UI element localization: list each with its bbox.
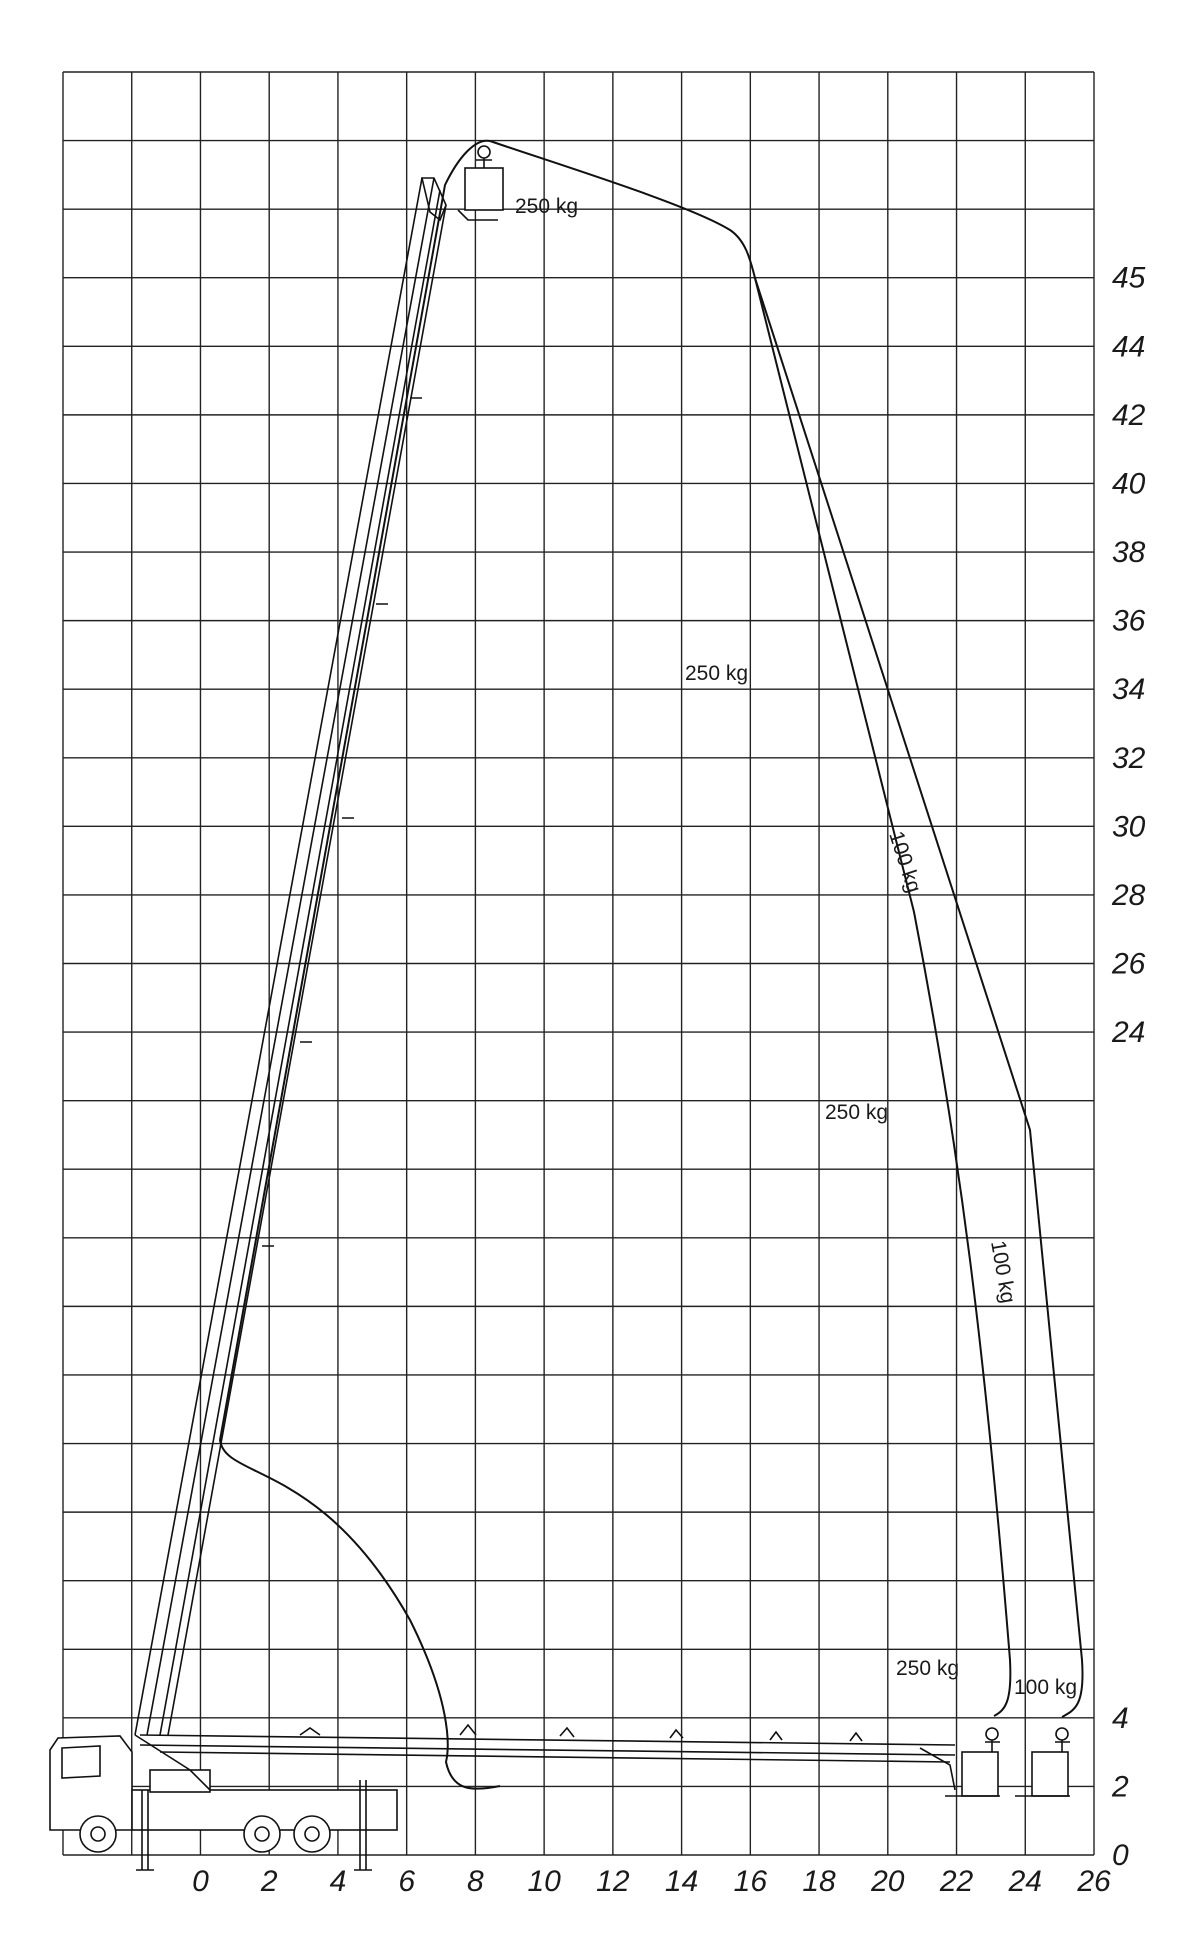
y-axis-ticks <box>1111 262 1146 1872</box>
grid <box>63 72 1094 1855</box>
load-label-top: 250 kg <box>515 195 579 218</box>
x-tick-label: 10 <box>527 1865 561 1898</box>
x-tick-label: 6 <box>398 1865 416 1898</box>
x-tick-label: 16 <box>733 1865 768 1898</box>
load-label-band-lower: 100 kg <box>986 1238 1020 1305</box>
x-axis-ticks <box>192 1865 1111 1898</box>
y-tick-label: 32 <box>1112 741 1146 775</box>
x-tick-label: 20 <box>871 1865 905 1898</box>
x-tick-label: 24 <box>1008 1865 1042 1898</box>
x-tick-label: 14 <box>664 1865 699 1898</box>
load-label-low-250: 250 kg <box>896 1657 960 1680</box>
truck-icon <box>50 1735 397 1870</box>
y-tick-label: 45 <box>1112 261 1146 295</box>
x-tick-label: 8 <box>467 1865 484 1898</box>
top-platform-icon <box>458 146 503 220</box>
x-tick-label: 0 <box>192 1865 209 1898</box>
x-tick-label: 18 <box>802 1865 836 1898</box>
x-tick-label: 12 <box>596 1865 630 1898</box>
load-label-low-100: 100 kg <box>1014 1676 1078 1699</box>
y-tick-label: 42 <box>1112 398 1146 432</box>
load-label-band-upper: 100 kg <box>884 828 926 896</box>
y-tick-label: 2 <box>1112 1770 1129 1804</box>
x-tick-label: 4 <box>329 1865 347 1898</box>
y-tick-label: 28 <box>1112 878 1146 912</box>
load-label-mid-lower: 250 kg <box>825 1101 889 1124</box>
y-tick-label: 0 <box>1112 1839 1129 1872</box>
y-tick-label: 4 <box>1112 1701 1129 1735</box>
horizontal-boom <box>140 1725 955 1790</box>
y-tick-label: 44 <box>1112 330 1146 364</box>
y-tick-label: 30 <box>1112 810 1146 844</box>
load-label-mid-upper: 250 kg <box>685 662 749 685</box>
y-tick-label: 36 <box>1112 604 1146 638</box>
telescopic-boom <box>135 178 446 1735</box>
y-tick-label: 40 <box>1112 467 1146 501</box>
x-tick-label: 22 <box>939 1865 974 1898</box>
y-tick-label: 26 <box>1112 947 1146 981</box>
x-tick-label: 2 <box>260 1865 278 1898</box>
y-tick-label: 34 <box>1112 673 1146 707</box>
y-tick-label: 24 <box>1112 1016 1146 1050</box>
y-tick-label: 38 <box>1112 536 1146 570</box>
x-tick-label: 26 <box>1077 1865 1111 1898</box>
